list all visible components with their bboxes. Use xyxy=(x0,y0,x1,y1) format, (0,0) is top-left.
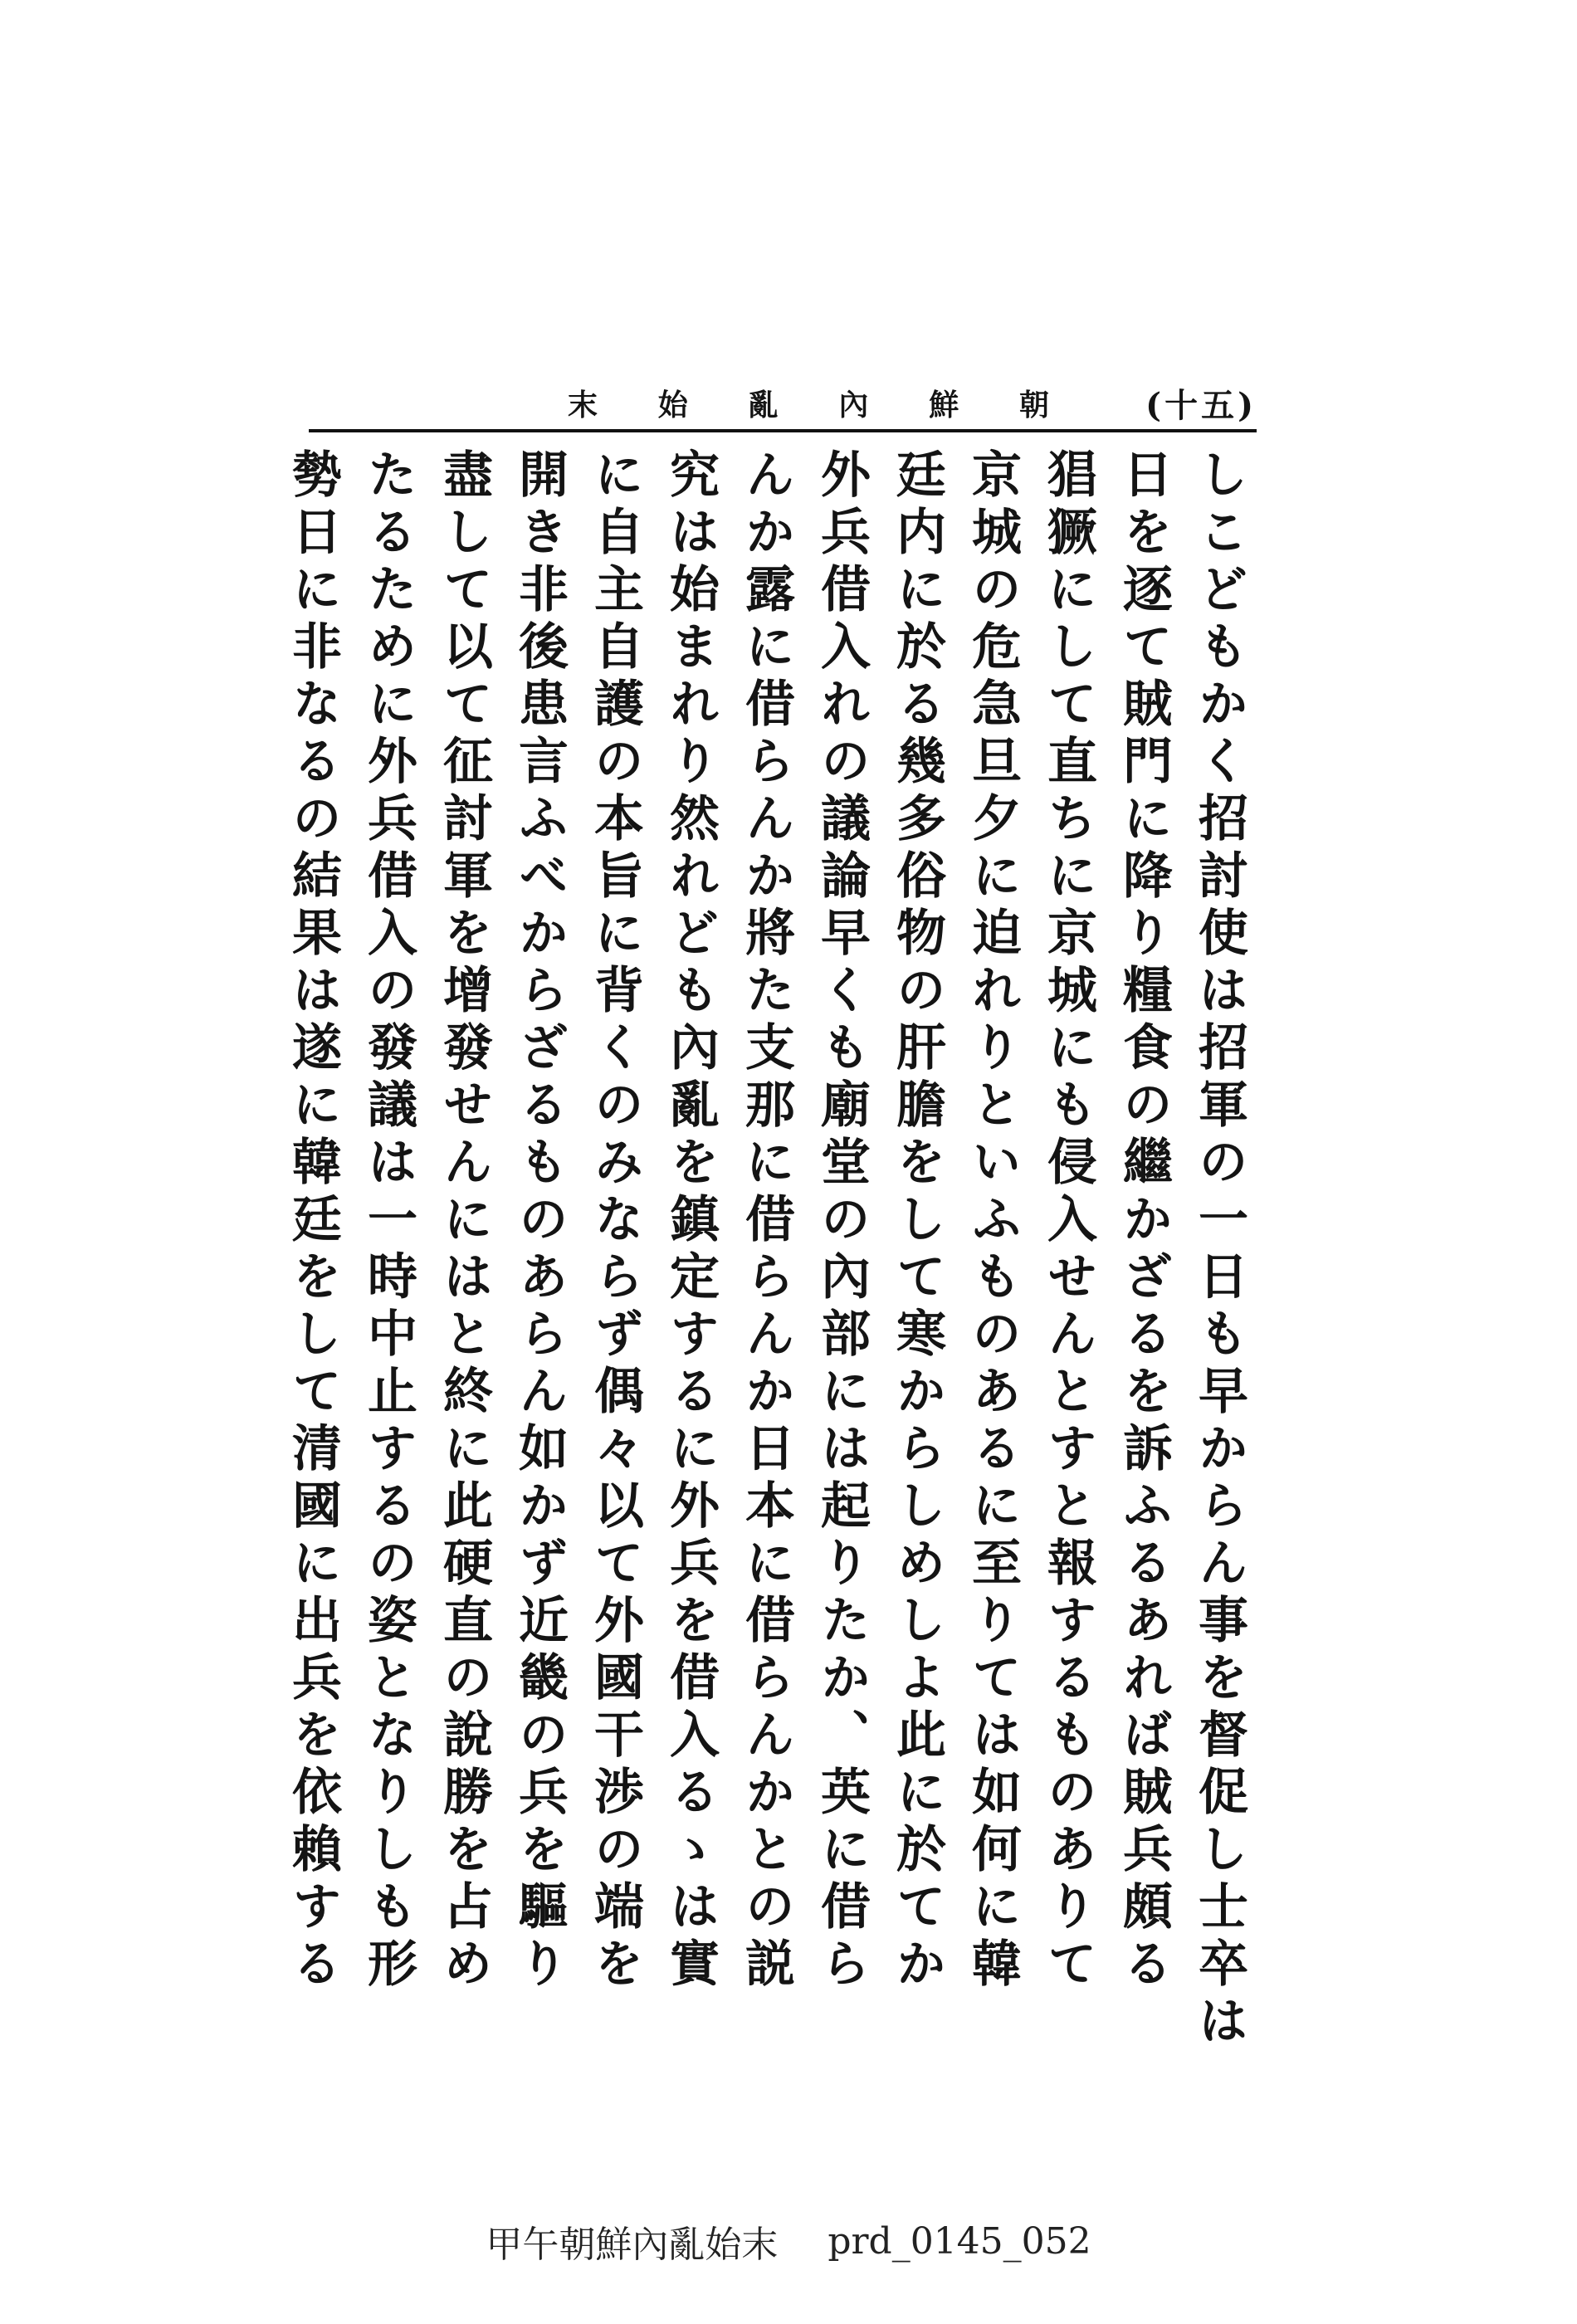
footer-book-title: 甲午朝鮮內亂始末 xyxy=(486,2224,779,2266)
text-column: 外兵借入れの議論早くも廟堂の內部には起りたか、英に借ら xyxy=(813,448,871,1994)
running-title-char: 亂 xyxy=(748,387,779,422)
footer-document-id: prd_0145_052 xyxy=(828,2219,1091,2263)
running-title xyxy=(568,378,1049,427)
text-column: しこどもかく招討使は招軍の一日も早からん事を督促し士卒は xyxy=(1190,448,1248,2052)
running-title-char: 朝 xyxy=(1018,387,1049,422)
text-column: んか露に借らんか將た支那に借らんか日本に借らんかとの説 xyxy=(737,448,795,1994)
text-column: 勢日に非なるの結果は遂に韓廷をして清國に出兵を依賴する xyxy=(284,448,342,1994)
text-column: 廷内に於る幾多俗物の肝膽をして寒からしめしよ此に於てか xyxy=(888,448,946,1994)
text-column: に自主自護の本旨に背くのみならず偶々以て外國干渉の端を xyxy=(586,448,644,1994)
text-column: 猖獗にして直ちに京城にも侵入せんとすと報するものありて xyxy=(1039,448,1097,1994)
text-column: たるために外兵借入の發議は一時中止するの姿となりしも形 xyxy=(359,448,417,1994)
running-header xyxy=(309,378,1257,436)
text-column: 日を逐て賊門に降り糧食の繼かざるを訴ふるあれば賊兵頗る xyxy=(1115,448,1173,1994)
text-column: 開き非後患言ふべからざるものあらん如かず近畿の兵を驅り xyxy=(510,448,569,1994)
text-column: 京城の危急旦夕に迫れりといふものあるに至りては如何に韓 xyxy=(964,448,1022,1994)
running-title-char: 末 xyxy=(568,387,598,422)
running-title-char: 鮮 xyxy=(929,387,959,422)
text-column: 究は始まれり然れども內亂を鎮定するに外兵を借入るゝは實 xyxy=(662,448,720,1994)
header-rule xyxy=(309,429,1257,432)
running-title-char: 內 xyxy=(838,387,869,422)
footer-caption xyxy=(0,2208,1577,2274)
text-column: 盡して以て征討軍を增發せんにはと終に此硬直の說勝を占め xyxy=(435,448,493,1994)
running-title-char: 始 xyxy=(657,387,688,422)
page-number: (十五) xyxy=(1145,386,1257,425)
vertical-text-body xyxy=(284,448,1257,2052)
